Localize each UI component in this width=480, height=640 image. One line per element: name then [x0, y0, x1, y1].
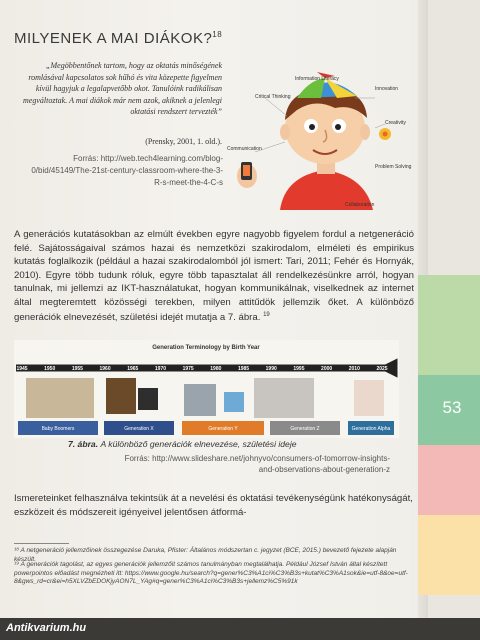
generation-timeline-figure	[14, 340, 399, 438]
chapter-tab-green-light	[418, 275, 480, 375]
year-label: 2000	[321, 366, 333, 372]
devices-photo	[254, 378, 314, 418]
year-label: 1945	[16, 366, 28, 372]
year-label: 2010	[348, 366, 360, 372]
label-critical-thinking: Critical Thinking	[255, 94, 291, 100]
label-collaboration: Collaboration	[345, 202, 375, 208]
year-label: 2025	[376, 366, 388, 372]
generation-label: Generation Z	[290, 426, 320, 432]
year-label: 1955	[71, 366, 83, 372]
label-problem-solving: Problem Solving	[375, 164, 412, 170]
computer-photo	[184, 384, 216, 416]
figure-caption	[68, 439, 388, 449]
mac-photo	[224, 392, 244, 412]
generation-bars	[18, 421, 394, 435]
year-label: 1990	[265, 366, 277, 372]
chapter-tab-yellow	[418, 515, 480, 595]
footnote-19: ¹⁹ A generációk tagolást, az egyes generációk jellemzőit számos tanulmányban megtalálhatja. Például József István által készített powerpointos előadást megnézheti itt: https://www.google.hu/search?q=gener%C3%A1ci%C3%B3s+kutat%C3%A1sok&ie=utf-8&oe=utf-8&gws_rd=cr&ei=h5XLVZbEDOKjyAON7L_YAg#q=gener%C3%A1ci%C3%B3s+jellemz%C5%91k	[14, 561, 408, 585]
label-creativity: Creativity	[385, 120, 406, 126]
timeline-title: Generation Terminology by Birth Year	[152, 345, 260, 351]
figure-number: 7. ábra.	[68, 439, 99, 449]
footnote-18: ¹⁸ A netgeneráció jellemzőinek összegezése Daruka, Pfister: Általános módszertan c. jegyzet (BCE, 2015.) bevezető fejezete alapján készült.	[14, 547, 397, 563]
generation-label: Baby Boomers	[41, 426, 75, 432]
generation-label: Generation Y	[208, 426, 238, 432]
quote-text: „Megöbbentőnek tartom, hogy az oktatás minőségének romlásával kapcsolatos sok hűhó és vita közepette figyelmen kívül hagyjuk a legalapvetőbb okot. Tanulóink radikálisan megváltoztak. A mai diákok már nem azok, akiknek a jelenlegi oktatási rendszert tervezték”	[23, 61, 222, 116]
year-label: 1975	[182, 366, 194, 372]
paragraph-1-footnote-ref: 19	[263, 312, 270, 318]
boomers-photo	[26, 378, 94, 418]
year-label: 1995	[293, 366, 305, 372]
radio-photo	[138, 388, 158, 410]
paragraph-1-text: A generációs kutatásokban az elmúlt években egyre nagyobb figyelem fordul a netgeneráció felé. Sajátosságaival számos hazai és nemzetközi szakirodalom, elméleti és empirikus kutatás foglalkozik (például a hazai szakirodalomból jól ismert: Tari, 2011; Fehér és Hornyák, 2010). Egyre több tudunk róluk, egyre több tapasztalat áll rendelkezésünkre arról, hogyan tanulnak, mi jellemzi az IKT-használatukat, hogyan kommunikálnak, viselkednek az internet által megteremtett közösségi terekben, milyen attitűdök jellemzik őket. A különböző generációk elnevezését, születési idejét mutatja a 7. ábra.	[14, 229, 414, 324]
body-paragraph-2: Ismereteinket felhasználva tekintsük át a nevelési és oktatási tevékenységünk hatékonyságát, eszközeit és módszereit igényeivel jelentősen átformá-	[14, 493, 413, 518]
body-paragraph-1	[14, 228, 414, 325]
year-label: 1950	[44, 366, 56, 372]
label-innovation: Innovation	[375, 86, 399, 92]
year-label: 1985	[237, 366, 250, 372]
generation-label: Generation X	[124, 426, 154, 432]
label-information-literacy: Information Literacy	[295, 76, 339, 82]
heading-footnote-ref: 18	[212, 30, 223, 39]
quote-source-link: Forrás: http://web.tech4learning.com/blog-0/bid/45149/The-21st-century-classroom-where-the-3-R-s-meet-the-4-C-s	[31, 154, 223, 187]
watermark: Antikvarium.hu	[6, 622, 87, 634]
tv-photo	[106, 378, 136, 414]
figure-source: Forrás: http://www.slideshare.net/johnyvo/consumers-of-tomorrow-insights-and-observations-about-generation-z	[124, 454, 390, 474]
baby-photo	[354, 380, 384, 416]
page-number: 53	[442, 398, 462, 417]
generation-label: Generation Alpha	[351, 426, 391, 432]
label-communication: Communication	[227, 146, 262, 152]
figure-caption-text: A különböző generációk elnevezése, születési ideje	[100, 439, 297, 449]
quote-citation: (Prensky, 2001, 1. old.).	[145, 137, 222, 146]
section-heading	[14, 30, 222, 47]
chapter-tab-pink	[418, 445, 480, 515]
student-illustration	[225, 58, 430, 210]
year-label: 1960	[99, 366, 111, 372]
year-label: 1970	[154, 366, 167, 372]
year-label: 1965	[127, 366, 139, 372]
year-label: 1980	[210, 366, 222, 372]
heading-text: MILYENEK A MAI DIÁKOK?	[14, 30, 213, 47]
footnote-rule	[14, 543, 69, 544]
